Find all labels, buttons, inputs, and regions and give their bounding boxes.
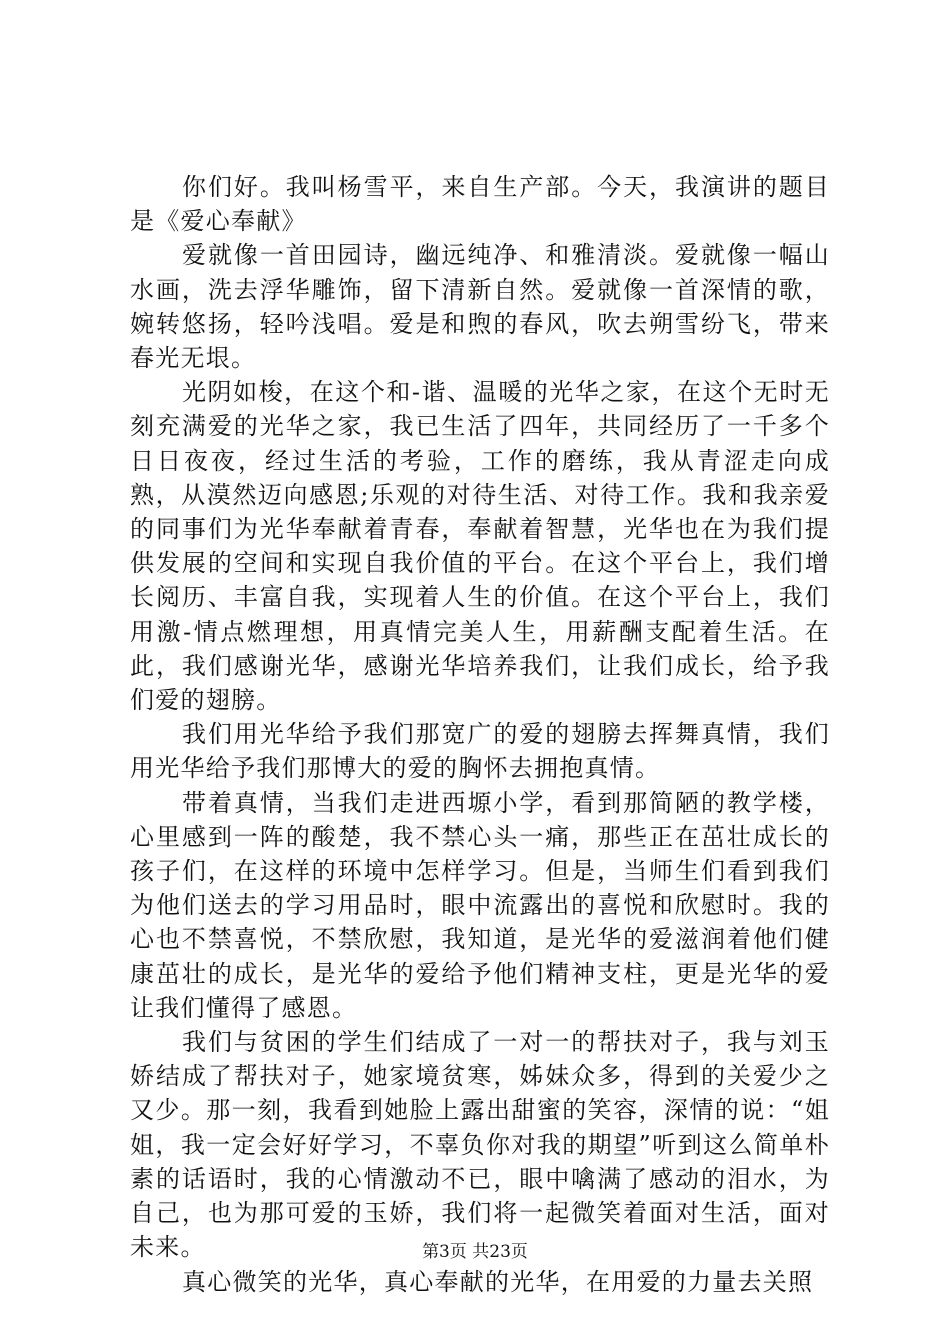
document-body bbox=[130, 170, 830, 1299]
paragraph-4: 我们用光华给予我们那宽广的爱的翅膀去挥舞真情，我们用光华给予我们那博大的爱的胸怀去拥抱真情。 bbox=[130, 720, 830, 783]
paragraph-2: 爱就像一首田园诗，幽远纯净、和雅清淡。爱就像一幅山水画，洗去浮华雕饰，留下清新自然。爱就像一首深情的歌，婉转悠扬，轻吟浅唱。爱是和煦的春风，吹去朔雪纷飞，带来春光无垠。 bbox=[130, 241, 830, 373]
paragraph-1: 你们好。我叫杨雪平，来自生产部。今天，我演讲的题目是《爱心奉献》 bbox=[130, 173, 830, 236]
paragraph-5: 带着真情，当我们走进西塬小学，看到那简陋的教学楼，心里感到一阵的酸楚，我不禁心头一痛，那些正在茁壮成长的孩子们，在这样的环境中怎样学习。但是，当师生们看到我们为他们送去的学习用品时，眼中流露出的喜悦和欣慰时。我的心也不禁喜悦，不禁欣慰，我知道，是光华的爱滋润着他们健康茁壮的成长，是光华的爱给予他们精神支柱，更是光华的爱让我们懂得了感恩。 bbox=[130, 788, 830, 1022]
page-number-footer: 第3页 共23页 bbox=[422, 1242, 528, 1262]
paragraph-7: 真心微笑的光华，真心奉献的光华，在用爱的力量去关照 bbox=[182, 1267, 814, 1296]
paragraph-6: 我们与贫困的学生们结成了一对一的帮扶对子，我与刘玉娇结成了帮扶对子，她家境贫寒，姊妹众多，得到的关爱少之又少。那一刻，我看到她脸上露出甜蜜的笑容，深情的说：“姐姐，我一定会好好学习，不辜负你对我的期望”听到这么简单朴素的话语时，我的心情激动不已，眼中噙满了感动的泪水，为自己，也为那可爱的玉娇，我们将一起微笑着面对生活，面对未来。 bbox=[130, 1028, 830, 1262]
paragraph-3: 光阴如梭，在这个和-谐、温暖的光华之家，在这个无时无刻充满爱的光华之家，我已生活了四年，共同经历了一千多个日日夜夜，经过生活的考验，工作的磨练，我从青涩走向成熟，从漠然迈向感恩;乐观的对待生活、对待工作。我和我亲爱的同事们为光华奉献着青春，奉献着智慧，光华也在为我们提供发展的空间和实现自我价值的平台。在这个平台上，我们增长阅历、丰富自我，实现着人生的价值。在这个平台上，我们用激-情点燃理想，用真情完美人生，用薪酬支配着生活。在此，我们感谢光华，感谢光华培养我们，让我们成长，给予我们爱的翅膀。 bbox=[130, 378, 830, 715]
